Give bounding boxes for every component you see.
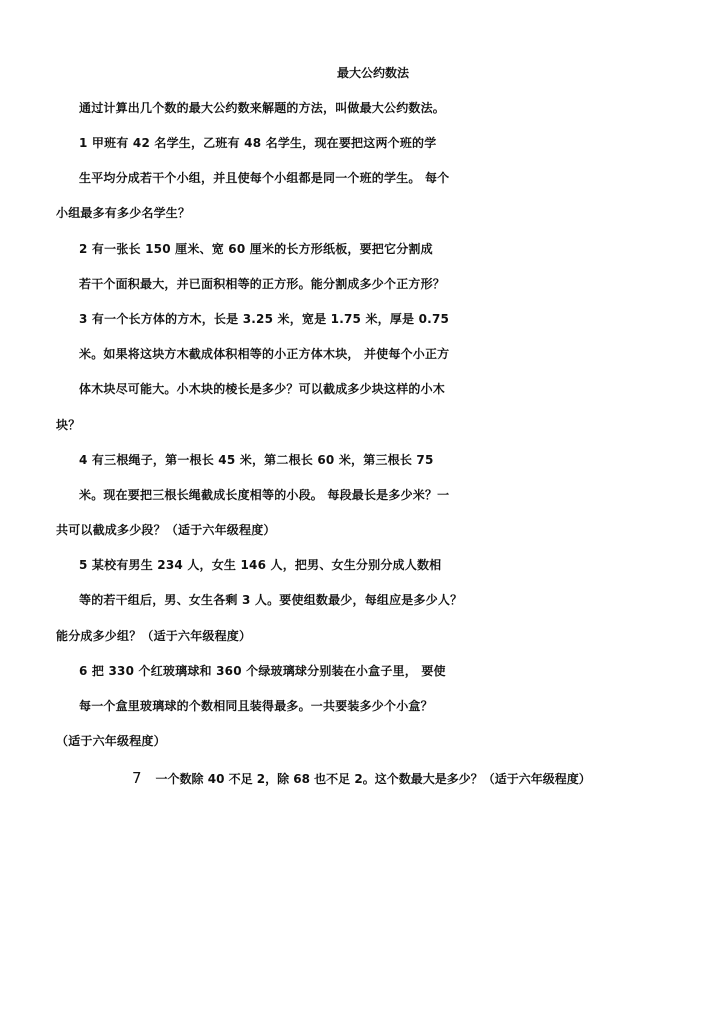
problem-5-line-1: 5 某校有男生 234 人，女生 146 人，把男、女生分别分成人数相 [79, 558, 442, 572]
problem-3-line-4: 块？ [56, 418, 81, 432]
problem-6-line-2: 每一个盒里玻璃球的个数相同且装得最多。一共要装多少个小盒？ [79, 699, 433, 713]
problem-4-line-2: 米。现在要把三根长绳截成长度相等的小段。 每段最长是多少米？一 [79, 488, 450, 502]
intro-paragraph: 通过计算出几个数的最大公约数来解题的方法，叫做最大公约数法。 [79, 101, 446, 115]
problem-2-line-2: 若干个面积最大，并已面积相等的正方形。能分割成多少个正方形？ [79, 277, 446, 291]
problem-6-line-3: （适于六年级程度） [56, 734, 166, 748]
problem-1-line-1: 1 甲班有 42 名学生，乙班有 48 名学生，现在要把这两个班的学 [79, 136, 437, 150]
problem-5-line-3: 能分成多少组？（适于六年级程度） [56, 629, 252, 643]
problem-7-number: 7 [132, 769, 142, 787]
problem-3-line-3: 体木块尽可能大。小木块的棱长是多少？可以截成多少块这样的小木 [79, 382, 446, 396]
problem-5-line-2: 等的若干组后，男、女生各剩 3 人。要使组数最少，每组应是多少人？ [79, 593, 463, 607]
problem-2-line-1: 2 有一张长 150 厘米、宽 60 厘米的长方形纸板，要把它分割成 [79, 242, 433, 256]
problem-3-line-2: 米。如果将这块方木截成体积相等的小正方体木块， 并使每个小正方 [79, 347, 450, 361]
problem-4-line-3: 共可以截成多少段？（适于六年级程度） [56, 523, 276, 537]
problem-4-line-1: 4 有三根绳子，第一根长 45 米，第二根长 60 米，第三根长 75 [79, 453, 434, 467]
problem-1-line-2: 生平均分成若干个小组，并且使每个小组都是同一个班的学生。 每个 [79, 171, 450, 185]
problem-7-text: 一个数除 40 不足 2，除 68 也不足 2。这个数最大是多少？（适于六年级程度） [155, 772, 591, 786]
problem-3-line-1: 3 有一个长方体的方木，长是 3.25 米，宽是 1.75 米，厚是 0.75 [79, 312, 450, 326]
problem-1-line-3: 小组最多有多少名学生？ [56, 206, 191, 220]
problem-6-line-1: 6 把 330 个红玻璃球和 360 个绿玻璃球分别装在小盒子里， 要使 [79, 664, 446, 678]
page-title: 最大公约数法 [337, 66, 410, 80]
problem-7 [132, 768, 591, 787]
